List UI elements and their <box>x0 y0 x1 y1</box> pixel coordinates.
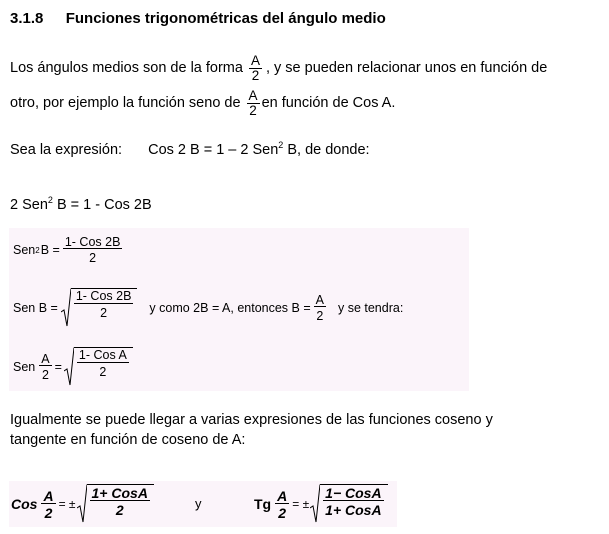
fraction-numerator: A <box>277 487 288 504</box>
fraction-denominator: 2 <box>115 502 124 518</box>
eq-b-half-fraction <box>314 294 326 323</box>
fraction-denominator: 2 <box>316 309 324 323</box>
eq1-start: 2 Sen <box>10 196 48 213</box>
equation-1 <box>10 195 152 213</box>
intro-line-2 <box>10 86 395 120</box>
radicand <box>320 484 387 524</box>
eq-b-connector: y como 2B = A, entonces B = <box>149 301 311 315</box>
intro-line-1 <box>10 51 547 85</box>
fraction-denominator: 1+ CosA <box>325 502 382 518</box>
fraction-numerator: A <box>43 487 54 504</box>
section-heading <box>10 10 386 27</box>
intro-text-2: otro, por ejemplo la función seno de <box>10 95 241 111</box>
intro-text-1: Los ángulos medios son de la forma <box>10 60 243 76</box>
eq-b-fraction <box>74 290 134 319</box>
tg-lhs: Tg <box>254 496 272 512</box>
radicand <box>74 347 133 387</box>
cos-lhs: Cos <box>11 496 38 512</box>
equals-sign: = <box>54 360 62 374</box>
section-number: 3.1.8 <box>10 10 44 27</box>
expression-formula: Cos 2 B = 1 – 2 Sen <box>148 141 279 158</box>
tg-half-fraction <box>275 489 289 520</box>
radical-sign-icon <box>310 484 320 524</box>
square-root <box>64 347 133 387</box>
eq1-end: B = 1 - Cos 2B <box>52 196 152 213</box>
radicand <box>87 484 154 524</box>
eq-b-lhs: Sen B = <box>13 301 58 315</box>
radical-sign-icon <box>61 288 71 328</box>
cos-half-angle-formula <box>11 481 154 527</box>
fraction-denominator: 2 <box>89 251 97 265</box>
eq-c-lhs: Sen <box>13 360 36 374</box>
eq-c-fraction <box>77 349 129 378</box>
fraction-numerator: 1− CosA <box>325 485 382 501</box>
fraction-denominator: 2 <box>249 102 257 118</box>
half-angle-fraction-2 <box>247 89 260 117</box>
exponent: 2 <box>278 140 284 150</box>
fraction-numerator: 1- Cos A <box>78 348 127 362</box>
square-root <box>77 484 154 524</box>
cos-fraction <box>90 486 150 517</box>
radicand <box>71 288 138 328</box>
fraction-numerator: A <box>248 88 258 103</box>
half-angle-fraction <box>249 54 262 82</box>
eq-a-fraction <box>63 236 123 265</box>
cos-half-fraction <box>41 489 55 520</box>
eq-a-lhs: Sen <box>13 243 36 257</box>
tg-fraction <box>323 486 383 517</box>
fraction-denominator: 2 <box>251 67 260 83</box>
conclusion-line-1: Igualmente se puede llegar a varias expresiones de las funciones coseno y <box>10 412 493 428</box>
eq-c-half-fraction <box>39 353 51 382</box>
square-root <box>61 288 138 328</box>
fraction-denominator: 2 <box>44 504 53 521</box>
fraction-numerator: 1- Cos 2B <box>64 234 121 249</box>
exponent: 2 <box>35 245 40 255</box>
fraction-denominator: 2 <box>278 504 287 521</box>
tg-half-angle-formula <box>254 481 388 527</box>
eq-a-lhs-end: B = <box>40 243 60 257</box>
fraction-numerator: 1+ CosA <box>91 485 148 501</box>
radical-sign-icon <box>77 484 87 524</box>
intro-text-1-end: , y se pueden relacionar unos en función de <box>265 60 548 76</box>
expression-line <box>10 140 370 158</box>
equation-sen2b <box>13 232 122 268</box>
equation-box <box>9 228 469 391</box>
fraction-denominator: 2 <box>100 305 108 320</box>
eq-b-end: y se tendra: <box>337 301 404 315</box>
radical-sign-icon <box>64 347 74 387</box>
conclusion-line-2: tangente en función de coseno de A: <box>10 432 246 448</box>
equation-senb <box>13 286 403 330</box>
fraction-numerator: A <box>250 53 260 68</box>
section-title: Funciones trigonométricas del ángulo medio <box>65 10 386 27</box>
exponent: 2 <box>47 195 53 205</box>
equation-sen-half-a <box>13 346 133 388</box>
connector-y: y <box>195 496 202 511</box>
fraction-numerator: 1- Cos 2B <box>75 289 132 303</box>
intro-text-2-end: en función de Cos A. <box>261 95 396 111</box>
fraction-numerator: A <box>41 351 50 366</box>
final-formulas-box <box>9 481 397 527</box>
square-root <box>310 484 387 524</box>
expression-formula-end: B, de donde: <box>283 141 370 158</box>
expression-label: Sea la expresión: <box>10 141 123 158</box>
fraction-numerator: A <box>315 292 324 307</box>
plus-minus-sign: = ± <box>292 497 310 511</box>
fraction-denominator: 2 <box>41 368 49 382</box>
fraction-denominator: 2 <box>99 364 107 379</box>
plus-minus-sign: = ± <box>58 497 76 511</box>
